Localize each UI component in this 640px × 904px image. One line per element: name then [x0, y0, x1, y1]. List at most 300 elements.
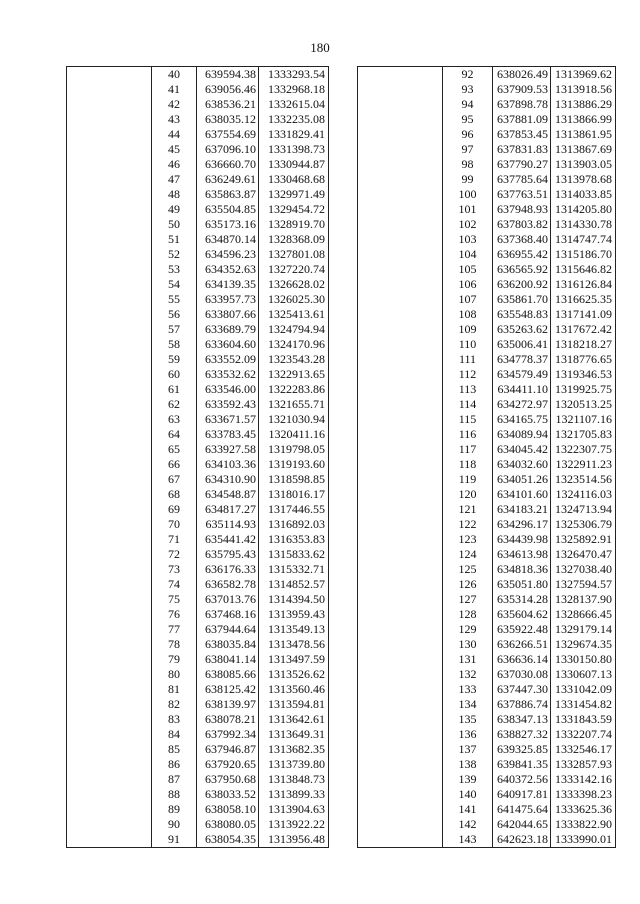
empty-cell: [67, 112, 152, 127]
point-number-cell: 73: [152, 562, 197, 577]
empty-cell: [358, 457, 443, 472]
table-row: [67, 157, 329, 172]
empty-cell: [67, 502, 152, 517]
y-coordinate-cell: 1333293.54: [259, 67, 329, 83]
point-number-cell: 84: [152, 727, 197, 742]
y-coordinate-cell: 1313848.73: [259, 772, 329, 787]
empty-cell: [67, 712, 152, 727]
table-row: [67, 832, 329, 848]
x-coordinate-cell: 634139.35: [197, 277, 259, 292]
y-coordinate-cell: 1313642.61: [259, 712, 329, 727]
table-row: [358, 442, 616, 457]
table-row: [67, 487, 329, 502]
table-row: [358, 292, 616, 307]
x-coordinate-cell: 637013.76: [197, 592, 259, 607]
x-coordinate-cell: 637790.27: [493, 157, 551, 172]
y-coordinate-cell: 1325306.79: [551, 517, 616, 532]
point-number-cell: 120: [443, 487, 493, 502]
point-number-cell: 43: [152, 112, 197, 127]
point-number-cell: 68: [152, 487, 197, 502]
y-coordinate-cell: 1329971.49: [259, 187, 329, 202]
y-coordinate-cell: 1330944.87: [259, 157, 329, 172]
x-coordinate-cell: 635861.70: [493, 292, 551, 307]
point-number-cell: 61: [152, 382, 197, 397]
point-number-cell: 140: [443, 787, 493, 802]
y-coordinate-cell: 1332235.08: [259, 112, 329, 127]
table-row: [358, 112, 616, 127]
point-number-cell: 109: [443, 322, 493, 337]
empty-cell: [67, 667, 152, 682]
y-coordinate-cell: 1324794.94: [259, 322, 329, 337]
x-coordinate-cell: 641475.64: [493, 802, 551, 817]
empty-cell: [67, 757, 152, 772]
x-coordinate-cell: 633689.79: [197, 322, 259, 337]
point-number-cell: 105: [443, 262, 493, 277]
y-coordinate-cell: 1316353.83: [259, 532, 329, 547]
empty-cell: [358, 727, 443, 742]
x-coordinate-cell: 637886.74: [493, 697, 551, 712]
empty-cell: [67, 142, 152, 157]
empty-cell: [358, 232, 443, 247]
table-row: [358, 532, 616, 547]
x-coordinate-cell: 638041.14: [197, 652, 259, 667]
empty-cell: [67, 787, 152, 802]
point-number-cell: 81: [152, 682, 197, 697]
x-coordinate-cell: 637881.09: [493, 112, 551, 127]
x-coordinate-cell: 634778.37: [493, 352, 551, 367]
table-row: [67, 472, 329, 487]
y-coordinate-cell: 1331042.09: [551, 682, 616, 697]
empty-cell: [67, 427, 152, 442]
table-row: [67, 307, 329, 322]
empty-cell: [67, 727, 152, 742]
table-row: [67, 382, 329, 397]
empty-cell: [67, 652, 152, 667]
y-coordinate-cell: 1322913.65: [259, 367, 329, 382]
point-number-cell: 47: [152, 172, 197, 187]
y-coordinate-cell: 1332857.93: [551, 757, 616, 772]
point-number-cell: 52: [152, 247, 197, 262]
table-row: [67, 682, 329, 697]
empty-cell: [67, 487, 152, 502]
y-coordinate-cell: 1331843.59: [551, 712, 616, 727]
x-coordinate-cell: 633604.60: [197, 337, 259, 352]
point-number-cell: 124: [443, 547, 493, 562]
table-row: [358, 352, 616, 367]
x-coordinate-cell: 637944.64: [197, 622, 259, 637]
x-coordinate-cell: 638125.42: [197, 682, 259, 697]
y-coordinate-cell: 1319925.75: [551, 382, 616, 397]
x-coordinate-cell: 636660.70: [197, 157, 259, 172]
point-number-cell: 139: [443, 772, 493, 787]
table-row: [67, 337, 329, 352]
x-coordinate-cell: 638058.10: [197, 802, 259, 817]
empty-cell: [67, 337, 152, 352]
empty-cell: [67, 367, 152, 382]
empty-cell: [358, 817, 443, 832]
y-coordinate-cell: 1332968.18: [259, 82, 329, 97]
point-number-cell: 67: [152, 472, 197, 487]
y-coordinate-cell: 1313497.59: [259, 652, 329, 667]
y-coordinate-cell: 1333398.23: [551, 787, 616, 802]
x-coordinate-cell: 642044.65: [493, 817, 551, 832]
x-coordinate-cell: 640372.56: [493, 772, 551, 787]
y-coordinate-cell: 1325892.91: [551, 532, 616, 547]
table-row: [67, 82, 329, 97]
x-coordinate-cell: 638026.49: [493, 67, 551, 83]
empty-cell: [358, 352, 443, 367]
y-coordinate-cell: 1313478.56: [259, 637, 329, 652]
empty-cell: [358, 637, 443, 652]
empty-cell: [358, 472, 443, 487]
table-row: [358, 217, 616, 232]
table-row: [358, 142, 616, 157]
x-coordinate-cell: 635795.43: [197, 547, 259, 562]
y-coordinate-cell: 1326470.47: [551, 547, 616, 562]
table-row: [67, 697, 329, 712]
y-coordinate-cell: 1315833.62: [259, 547, 329, 562]
empty-cell: [358, 82, 443, 97]
table-row: [358, 472, 616, 487]
empty-cell: [358, 307, 443, 322]
y-coordinate-cell: 1314747.74: [551, 232, 616, 247]
x-coordinate-cell: 634089.94: [493, 427, 551, 442]
empty-cell: [67, 817, 152, 832]
table-row: [358, 232, 616, 247]
point-number-cell: 62: [152, 397, 197, 412]
y-coordinate-cell: 1327220.74: [259, 262, 329, 277]
point-number-cell: 117: [443, 442, 493, 457]
table-row: [67, 247, 329, 262]
table-row: [358, 412, 616, 427]
x-coordinate-cell: 634817.27: [197, 502, 259, 517]
empty-cell: [67, 232, 152, 247]
x-coordinate-cell: 637447.30: [493, 682, 551, 697]
table-row: [67, 187, 329, 202]
point-number-cell: 60: [152, 367, 197, 382]
point-number-cell: 57: [152, 322, 197, 337]
table-row: [67, 817, 329, 832]
table-row: [358, 67, 616, 83]
x-coordinate-cell: 633532.62: [197, 367, 259, 382]
point-number-cell: 110: [443, 337, 493, 352]
table-row: [358, 127, 616, 142]
coordinates-table-right: [357, 66, 616, 848]
x-coordinate-cell: 634439.98: [493, 532, 551, 547]
x-coordinate-cell: 635504.85: [197, 202, 259, 217]
table-row: [67, 712, 329, 727]
table-row: [67, 112, 329, 127]
empty-cell: [67, 442, 152, 457]
empty-cell: [358, 592, 443, 607]
y-coordinate-cell: 1315186.70: [551, 247, 616, 262]
x-coordinate-cell: 637909.53: [493, 82, 551, 97]
x-coordinate-cell: 634103.36: [197, 457, 259, 472]
table-row: [358, 652, 616, 667]
point-number-cell: 78: [152, 637, 197, 652]
y-coordinate-cell: 1317672.42: [551, 322, 616, 337]
y-coordinate-cell: 1316625.35: [551, 292, 616, 307]
y-coordinate-cell: 1330468.68: [259, 172, 329, 187]
empty-cell: [358, 172, 443, 187]
table-row: [358, 832, 616, 848]
table-row: [358, 187, 616, 202]
x-coordinate-cell: 633783.45: [197, 427, 259, 442]
table-row: [358, 82, 616, 97]
point-number-cell: 56: [152, 307, 197, 322]
table-row: [358, 697, 616, 712]
y-coordinate-cell: 1316126.84: [551, 277, 616, 292]
point-number-cell: 104: [443, 247, 493, 262]
page-number: 180: [310, 40, 330, 55]
table-row: [67, 562, 329, 577]
point-number-cell: 138: [443, 757, 493, 772]
empty-cell: [358, 562, 443, 577]
x-coordinate-cell: 637554.69: [197, 127, 259, 142]
x-coordinate-cell: 633546.00: [197, 382, 259, 397]
point-number-cell: 126: [443, 577, 493, 592]
x-coordinate-cell: 637368.40: [493, 232, 551, 247]
empty-cell: [67, 547, 152, 562]
empty-cell: [358, 622, 443, 637]
point-number-cell: 133: [443, 682, 493, 697]
x-coordinate-cell: 633671.57: [197, 412, 259, 427]
table-row: [67, 142, 329, 157]
y-coordinate-cell: 1313969.62: [551, 67, 616, 83]
point-number-cell: 69: [152, 502, 197, 517]
point-number-cell: 119: [443, 472, 493, 487]
point-number-cell: 74: [152, 577, 197, 592]
table-row: [67, 67, 329, 83]
empty-cell: [67, 622, 152, 637]
x-coordinate-cell: 633592.43: [197, 397, 259, 412]
point-number-cell: 107: [443, 292, 493, 307]
y-coordinate-cell: 1332546.17: [551, 742, 616, 757]
table-row: [358, 622, 616, 637]
point-number-cell: 137: [443, 742, 493, 757]
empty-cell: [358, 112, 443, 127]
table-row: [358, 667, 616, 682]
point-number-cell: 45: [152, 142, 197, 157]
y-coordinate-cell: 1313682.35: [259, 742, 329, 757]
table-row: [358, 637, 616, 652]
y-coordinate-cell: 1321030.94: [259, 412, 329, 427]
x-coordinate-cell: 638054.35: [197, 832, 259, 848]
y-coordinate-cell: 1313526.62: [259, 667, 329, 682]
table-row: [67, 277, 329, 292]
empty-cell: [358, 772, 443, 787]
y-coordinate-cell: 1313922.22: [259, 817, 329, 832]
empty-cell: [67, 277, 152, 292]
empty-cell: [67, 247, 152, 262]
table-row: [67, 172, 329, 187]
empty-cell: [358, 292, 443, 307]
table-row: [358, 337, 616, 352]
table-row: [67, 97, 329, 112]
x-coordinate-cell: 635441.42: [197, 532, 259, 547]
y-coordinate-cell: 1318776.65: [551, 352, 616, 367]
empty-cell: [358, 442, 443, 457]
point-number-cell: 121: [443, 502, 493, 517]
point-number-cell: 44: [152, 127, 197, 142]
table-row: [67, 457, 329, 472]
x-coordinate-cell: 634818.36: [493, 562, 551, 577]
x-coordinate-cell: 639594.38: [197, 67, 259, 83]
empty-cell: [67, 607, 152, 622]
empty-cell: [358, 742, 443, 757]
y-coordinate-cell: 1321705.83: [551, 427, 616, 442]
y-coordinate-cell: 1318016.17: [259, 487, 329, 502]
empty-cell: [67, 577, 152, 592]
x-coordinate-cell: 634596.23: [197, 247, 259, 262]
y-coordinate-cell: 1323514.56: [551, 472, 616, 487]
empty-cell: [358, 187, 443, 202]
y-coordinate-cell: 1319193.60: [259, 457, 329, 472]
y-coordinate-cell: 1313549.13: [259, 622, 329, 637]
y-coordinate-cell: 1313861.95: [551, 127, 616, 142]
table-row: [358, 397, 616, 412]
y-coordinate-cell: 1313739.80: [259, 757, 329, 772]
point-number-cell: 93: [443, 82, 493, 97]
point-number-cell: 85: [152, 742, 197, 757]
table-row: [67, 262, 329, 277]
empty-cell: [358, 427, 443, 442]
empty-cell: [67, 397, 152, 412]
empty-cell: [358, 97, 443, 112]
point-number-cell: 108: [443, 307, 493, 322]
x-coordinate-cell: 636266.51: [493, 637, 551, 652]
point-number-cell: 92: [443, 67, 493, 83]
point-number-cell: 66: [152, 457, 197, 472]
empty-cell: [358, 487, 443, 502]
point-number-cell: 114: [443, 397, 493, 412]
empty-cell: [67, 292, 152, 307]
point-number-cell: 131: [443, 652, 493, 667]
table-row: [358, 262, 616, 277]
table-row: [358, 487, 616, 502]
y-coordinate-cell: 1333822.90: [551, 817, 616, 832]
x-coordinate-cell: 637030.08: [493, 667, 551, 682]
x-coordinate-cell: 637948.93: [493, 202, 551, 217]
empty-cell: [67, 187, 152, 202]
point-number-cell: 75: [152, 592, 197, 607]
empty-cell: [67, 262, 152, 277]
y-coordinate-cell: 1326025.30: [259, 292, 329, 307]
x-coordinate-cell: 640917.81: [493, 787, 551, 802]
y-coordinate-cell: 1313866.99: [551, 112, 616, 127]
empty-cell: [67, 592, 152, 607]
y-coordinate-cell: 1313918.56: [551, 82, 616, 97]
table-row: [358, 817, 616, 832]
x-coordinate-cell: 634183.21: [493, 502, 551, 517]
empty-cell: [358, 337, 443, 352]
table-row: [67, 637, 329, 652]
empty-cell: [358, 607, 443, 622]
y-coordinate-cell: 1313594.81: [259, 697, 329, 712]
point-number-cell: 88: [152, 787, 197, 802]
table-row: [67, 217, 329, 232]
y-coordinate-cell: 1314330.78: [551, 217, 616, 232]
point-number-cell: 135: [443, 712, 493, 727]
table-row: [67, 727, 329, 742]
x-coordinate-cell: 634272.97: [493, 397, 551, 412]
x-coordinate-cell: 637096.10: [197, 142, 259, 157]
x-coordinate-cell: 637803.82: [493, 217, 551, 232]
x-coordinate-cell: 635006.41: [493, 337, 551, 352]
y-coordinate-cell: 1314205.80: [551, 202, 616, 217]
empty-cell: [358, 697, 443, 712]
empty-cell: [358, 202, 443, 217]
empty-cell: [67, 157, 152, 172]
table-row: [67, 427, 329, 442]
table-row: [67, 322, 329, 337]
empty-cell: [358, 247, 443, 262]
point-number-cell: 87: [152, 772, 197, 787]
table-row: [67, 622, 329, 637]
x-coordinate-cell: 635922.48: [493, 622, 551, 637]
y-coordinate-cell: 1327594.57: [551, 577, 616, 592]
x-coordinate-cell: 637946.87: [197, 742, 259, 757]
y-coordinate-cell: 1322911.23: [551, 457, 616, 472]
x-coordinate-cell: 637898.78: [493, 97, 551, 112]
y-coordinate-cell: 1333625.36: [551, 802, 616, 817]
point-number-cell: 130: [443, 637, 493, 652]
point-number-cell: 55: [152, 292, 197, 307]
x-coordinate-cell: 634870.14: [197, 232, 259, 247]
y-coordinate-cell: 1318218.27: [551, 337, 616, 352]
point-number-cell: 101: [443, 202, 493, 217]
point-number-cell: 58: [152, 337, 197, 352]
x-coordinate-cell: 642623.18: [493, 832, 551, 848]
table-row: [358, 607, 616, 622]
y-coordinate-cell: 1321107.16: [551, 412, 616, 427]
y-coordinate-cell: 1315332.71: [259, 562, 329, 577]
empty-cell: [67, 802, 152, 817]
y-coordinate-cell: 1315646.82: [551, 262, 616, 277]
table-row: [67, 577, 329, 592]
x-coordinate-cell: 639841.35: [493, 757, 551, 772]
x-coordinate-cell: 639056.46: [197, 82, 259, 97]
y-coordinate-cell: 1333142.16: [551, 772, 616, 787]
empty-cell: [358, 382, 443, 397]
empty-cell: [358, 832, 443, 848]
empty-cell: [67, 562, 152, 577]
table-row: [358, 772, 616, 787]
point-number-cell: 89: [152, 802, 197, 817]
point-number-cell: 100: [443, 187, 493, 202]
y-coordinate-cell: 1328919.70: [259, 217, 329, 232]
y-coordinate-cell: 1328137.90: [551, 592, 616, 607]
table-row: [358, 757, 616, 772]
point-number-cell: 63: [152, 412, 197, 427]
x-coordinate-cell: 638347.13: [493, 712, 551, 727]
x-coordinate-cell: 636176.33: [197, 562, 259, 577]
empty-cell: [67, 412, 152, 427]
y-coordinate-cell: 1328666.45: [551, 607, 616, 622]
y-coordinate-cell: 1320513.25: [551, 397, 616, 412]
empty-cell: [67, 307, 152, 322]
y-coordinate-cell: 1327038.40: [551, 562, 616, 577]
table-row: [358, 592, 616, 607]
x-coordinate-cell: 634296.17: [493, 517, 551, 532]
y-coordinate-cell: 1313899.33: [259, 787, 329, 802]
table-row: [67, 412, 329, 427]
y-coordinate-cell: 1324170.96: [259, 337, 329, 352]
x-coordinate-cell: 637992.34: [197, 727, 259, 742]
point-number-cell: 86: [152, 757, 197, 772]
table-row: [358, 307, 616, 322]
empty-cell: [358, 412, 443, 427]
